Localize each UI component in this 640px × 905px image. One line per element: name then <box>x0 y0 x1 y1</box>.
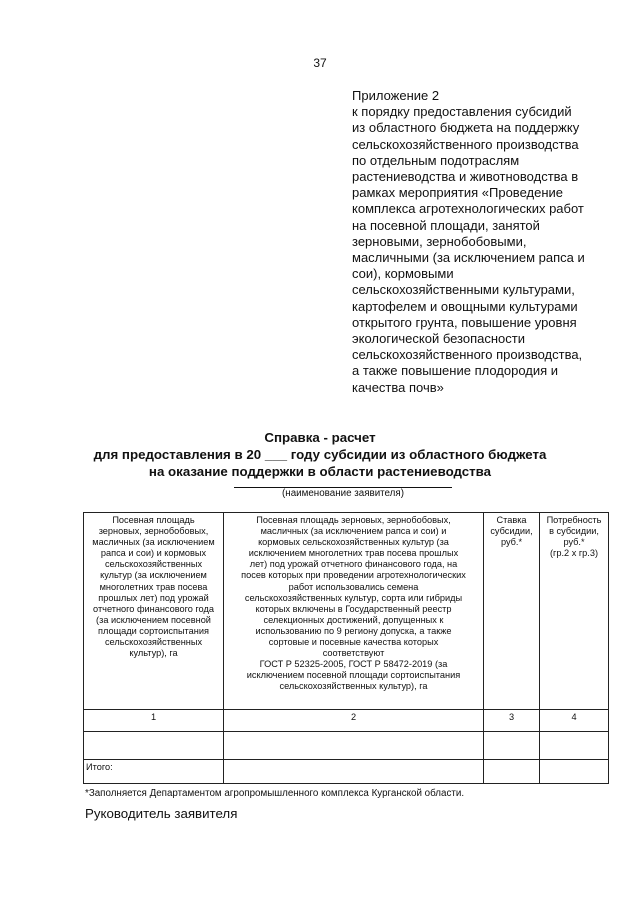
appendix-line: к порядку предоставления субсидий <box>352 104 572 120</box>
column-number: 2 <box>224 710 484 732</box>
appendix-line: сои), кормовыми <box>352 266 454 282</box>
applicant-name-caption: (наименование заявителя) <box>282 488 404 499</box>
document-subtitle-2: на оказание поддержки в области растениеводства <box>148 464 492 479</box>
table-cell[interactable] <box>84 732 224 760</box>
appendix-line: зерновыми, зернобобовыми, <box>352 233 527 249</box>
column-number: 1 <box>84 710 224 732</box>
column-header-2: Посевная площадь зерновых, зернобобовых, масличных (за исключением рапса и сои) и кормовых сельскохозяйственных культур (за исключением многолетних трав посева прошлых лет) под урожай отчетного финансового года, на посев которых при проведении агротехнологических работ использовались семена сельскохозяйственных культур, сорта или гибриды которых включены в Государственный реестр селекционных достижений, допущенных к использованию по 9 региону допуска, а также сортовые и посевные качества которых соответствуют ГОСТ Р 52325-2005, ГОСТ Р 58472-2019 (за исключением посевной площади сортоиспытания сельскохозяйственных культур), га <box>224 513 484 710</box>
appendix-line: открытого грунта, повышение уровня <box>352 314 577 330</box>
page-number: 37 <box>313 56 327 70</box>
appendix-title: Приложение 2 <box>352 88 440 103</box>
table-header-row <box>84 513 609 710</box>
column-header-3: Ставка субсидии, руб.* <box>484 513 540 710</box>
appendix-block <box>352 88 617 396</box>
appendix-line: а также повышение плодородия и <box>352 363 559 379</box>
footnote: *Заполняется Департаментом агропромышленного комплекса Курганской области. <box>85 788 465 799</box>
document-title: Справка - расчет <box>264 430 376 445</box>
table-cell[interactable] <box>224 732 484 760</box>
table-cell[interactable] <box>484 732 540 760</box>
table-cell[interactable] <box>540 760 609 784</box>
appendix-line: из областного бюджета на поддержку <box>352 120 580 136</box>
document-subtitle: для предоставления в 20 ___ году субсидии из областного бюджета <box>93 447 547 462</box>
appendix-line: растениеводства и животноводства в <box>352 169 579 185</box>
table-cell[interactable] <box>484 760 540 784</box>
appendix-line: на посевной площади, занятой <box>352 217 540 233</box>
appendix-line: рамках мероприятия «Проведение <box>352 185 564 201</box>
calculation-table <box>83 512 609 784</box>
signature-label: Руководитель заявителя <box>85 806 238 821</box>
appendix-line: картофелем и овощными культурами <box>352 298 578 314</box>
column-number-row <box>84 710 609 732</box>
column-number: 4 <box>540 710 609 732</box>
column-header-1: Посевная площадь зерновых, зернобобовых, масличных (за исключением рапса и сои) и кормовых сельскохозяйственных культур (за исключением многолетних трав посева прошлых лет) под урожай отчетного финансового года (за исключением посевной площади сортоиспытания сельскохозяйственных культур), га <box>84 513 224 710</box>
table-cell[interactable] <box>540 732 609 760</box>
table-cell[interactable] <box>224 760 484 784</box>
appendix-line: комплекса агротехнологических работ <box>352 201 584 217</box>
total-label: Итого: <box>84 760 224 784</box>
appendix-line: сельскохозяйственного производства <box>352 136 579 152</box>
appendix-line: по отдельным подотраслям <box>352 152 520 168</box>
appendix-line: сельскохозяйственного производства, <box>352 347 583 363</box>
total-row <box>84 760 609 784</box>
column-header-4: Потребность в субсидии, руб.* (гр.2 х гр.3) <box>540 513 609 710</box>
column-number: 3 <box>484 710 540 732</box>
appendix-line: сельскохозяйственными культурами, <box>352 282 575 298</box>
table-row <box>84 732 609 760</box>
appendix-line: экологической безопасности <box>352 331 525 347</box>
appendix-line: масличными (за исключением рапса и <box>352 250 585 266</box>
appendix-line: качества почв» <box>352 379 444 395</box>
